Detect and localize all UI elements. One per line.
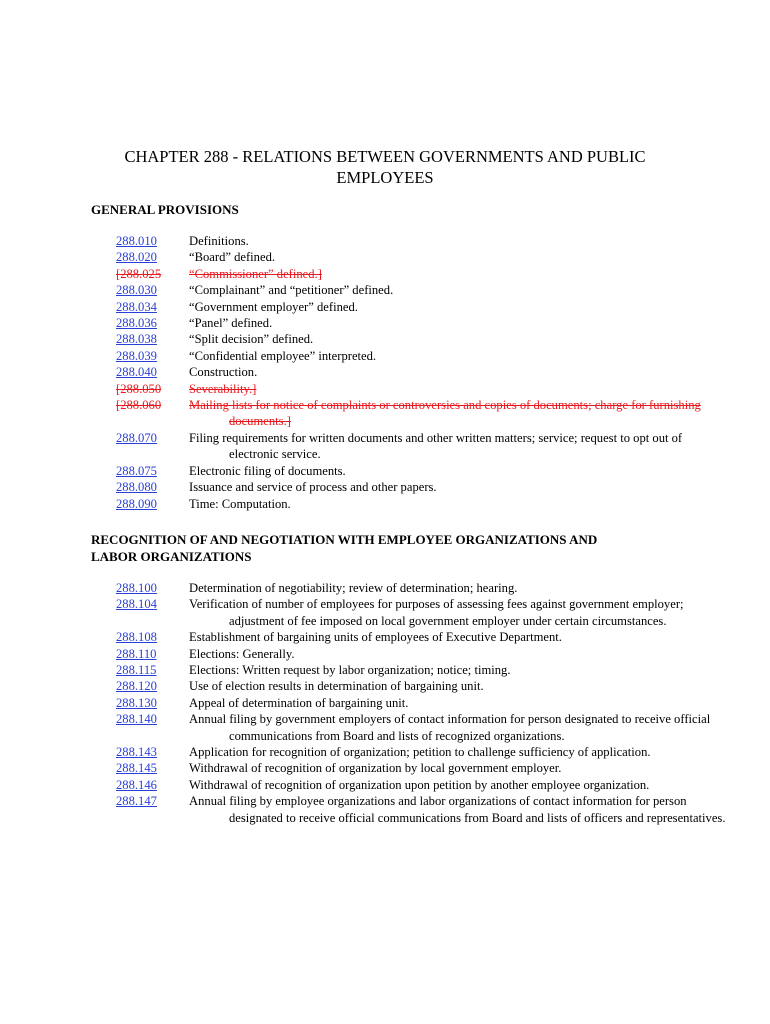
section-description: “Confidential employee” interpreted.: [189, 348, 377, 363]
toc-entry: [0, 299, 770, 315]
section-number-link[interactable]: 288.010: [116, 234, 157, 248]
toc-entry: [0, 646, 770, 662]
toc-entry: [0, 348, 770, 364]
section-description: Severability.]: [189, 381, 257, 396]
section-description: “Complainant” and “petitioner” defined.: [189, 283, 394, 298]
section-description: Withdrawal of recognition of organization by local government employer.: [189, 761, 562, 776]
section-description: Verification of number of employees for purposes of assessing fees against government employer; adjustment of fee imposed on local government employer under certain circumstances.: [189, 597, 684, 628]
section-number-link[interactable]: 288.040: [116, 365, 157, 380]
toc-entry: [0, 430, 770, 463]
section-number-link[interactable]: 288.145: [116, 761, 157, 776]
section-number-link[interactable]: 288.100: [116, 581, 157, 595]
section-number-link[interactable]: 288.039: [116, 348, 157, 363]
section-description: Filing requirements for written documents and other written matters; service; request to opt out of electronic service.: [189, 430, 683, 462]
section-description: Electronic filing of documents.: [189, 463, 346, 478]
toc-entry: [0, 744, 770, 760]
section-description: Construction.: [189, 365, 258, 380]
section-description: Elections: Generally.: [189, 646, 295, 661]
section-number-link[interactable]: 288.115: [116, 663, 157, 678]
section-number-link[interactable]: 288.108: [116, 630, 157, 645]
toc-entry: [0, 315, 770, 331]
section-description: Time: Computation.: [189, 496, 291, 511]
section-heading-general-provisions: GENERAL PROVISIONS: [91, 202, 239, 217]
section-description: “Panel” defined.: [189, 316, 273, 331]
section-number-link[interactable]: 288.104: [116, 597, 157, 612]
section-description: Establishment of bargaining units of employees of Executive Department.: [189, 630, 562, 645]
section-description: Appeal of determination of bargaining unit.: [189, 695, 409, 710]
section-description: Elections: Written request by labor organization; notice; timing.: [189, 663, 511, 678]
section-heading-recognition: RECOGNITION OF AND NEGOTIATION WITH EMPLOYEE ORGANIZATIONS AND LABOR ORGANIZATIONS: [91, 532, 598, 564]
section-number-link[interactable]: 288.075: [116, 463, 157, 478]
section-description: “Board” defined.: [189, 250, 276, 265]
toc-entry: [0, 711, 770, 744]
section-description: Mailing lists for notice of complaints or controversies and copies of documents; charge for furnishing documents.]: [189, 398, 701, 429]
section-number-link: [288.060: [116, 398, 162, 413]
section-description: “Commissioner” defined.]: [189, 266, 322, 281]
section-number-link: [288.050: [116, 381, 162, 396]
toc-entry: [0, 233, 770, 249]
toc-entry: [0, 463, 770, 479]
section-description: “Split decision” defined.: [189, 332, 314, 347]
section-number-link[interactable]: 288.034: [116, 299, 157, 314]
section-description: Issuance and service of process and other papers.: [189, 480, 437, 495]
section-number-link[interactable]: 288.120: [116, 679, 157, 694]
toc-entry: [0, 331, 770, 347]
section-description: “Government employer” defined.: [189, 299, 358, 314]
section-number-link[interactable]: 288.143: [116, 745, 157, 760]
toc-entry: [0, 793, 770, 826]
toc-entry: [0, 695, 770, 711]
section-number-link[interactable]: 288.080: [116, 480, 157, 495]
toc-entry: [0, 777, 770, 793]
toc-entry: [0, 629, 770, 645]
section-number-link[interactable]: 288.090: [116, 496, 157, 511]
chapter-title: [60, 146, 710, 188]
section-description: Application for recognition of organization; petition to challenge sufficiency of application.: [189, 745, 651, 760]
toc-entry: [0, 496, 770, 512]
section-number-link[interactable]: 288.140: [116, 712, 157, 727]
section-number-link[interactable]: 288.130: [116, 695, 157, 710]
toc-entry: [0, 678, 770, 694]
toc-entry: [0, 364, 770, 380]
section-description: Annual filing by government employers of contact information for person designated to receive official communications from Board and lists of recognized organizations.: [189, 712, 711, 743]
section-number-link[interactable]: 288.070: [116, 430, 157, 445]
toc-entry: [0, 596, 770, 629]
toc-general-provisions: [0, 233, 770, 512]
section-description: Withdrawal of recognition of organization upon petition by another employee organization.: [189, 777, 650, 792]
toc-entry: [0, 249, 770, 265]
toc-entry: [0, 479, 770, 495]
toc-entry: [0, 397, 770, 430]
toc-entry: [0, 381, 770, 397]
section-number-link: [288.025: [116, 266, 162, 281]
section-description: Determination of negotiability; review of determination; hearing.: [189, 581, 518, 595]
section-number-link[interactable]: 288.020: [116, 250, 157, 265]
section-description: Use of election results in determination of bargaining unit.: [189, 679, 484, 694]
section-description: Definitions.: [189, 234, 249, 248]
chapter-title-line-1: CHAPTER 288 - RELATIONS BETWEEN GOVERNMENTS AND PUBLIC: [124, 147, 646, 166]
section-number-link[interactable]: 288.147: [116, 794, 157, 809]
chapter-title-line-2: EMPLOYEES: [336, 168, 434, 187]
toc-entry: [0, 282, 770, 298]
section-number-link[interactable]: 288.110: [116, 646, 157, 661]
section-number-link[interactable]: 288.036: [116, 316, 157, 331]
toc-entry: [0, 662, 770, 678]
section-description: Annual filing by employee organizations and labor organizations of contact information for person designated to receive official communications from Board and lists of officers and representatives.: [189, 794, 726, 825]
section-number-link[interactable]: 288.030: [116, 283, 157, 298]
toc-entry: [0, 760, 770, 776]
section-number-link[interactable]: 288.038: [116, 332, 157, 347]
toc-recognition: [0, 580, 770, 826]
toc-entry: [0, 580, 770, 596]
toc-entry: [0, 266, 770, 282]
section-number-link[interactable]: 288.146: [116, 777, 157, 792]
